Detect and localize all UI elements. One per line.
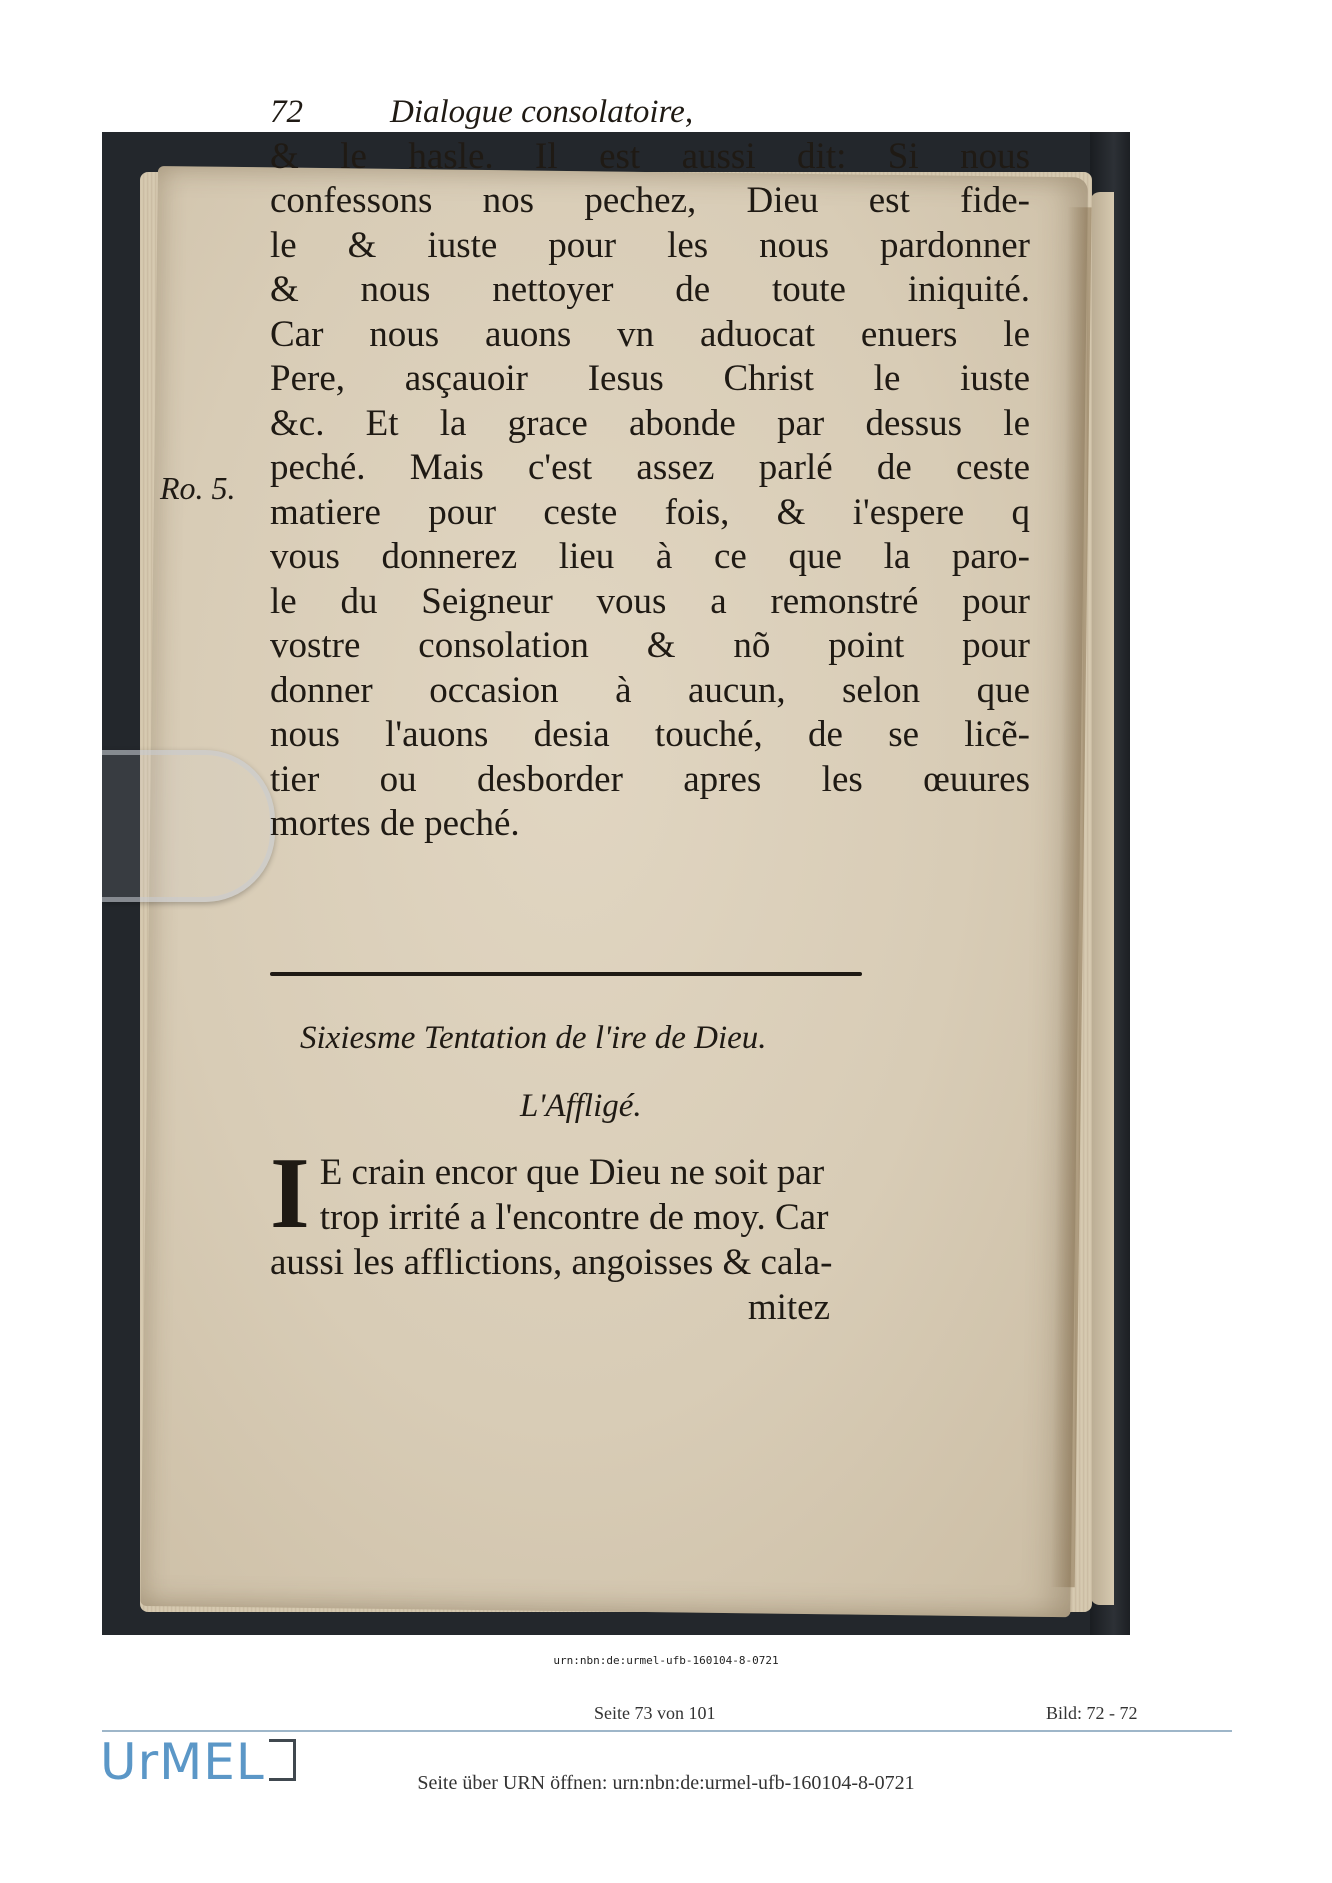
second-paragraph <box>270 1137 833 1330</box>
text-line: Pere, asçauoir Iesus Christ le iuste <box>270 358 1030 399</box>
text-line: & nous nettoyer de toute iniquité. <box>270 269 1030 310</box>
second-paragraph-lines <box>270 1137 833 1285</box>
footer-divider <box>102 1730 1232 1732</box>
catchword: mitez <box>747 1287 830 1328</box>
page-text-block <box>270 90 1030 847</box>
text-line: vous donnerez lieu à ce que la paro- <box>270 536 1030 577</box>
section-divider-rule <box>270 972 862 976</box>
body-text <box>270 135 1030 847</box>
margin-note: Ro. 5. <box>160 470 236 506</box>
text-line: le & iuste pour les nous pardonner <box>270 224 1030 266</box>
text-line: &c. Et la grace abonde par dessus le <box>270 402 1030 444</box>
page-number: 72 <box>270 94 303 130</box>
text-line: matiere pour ceste fois, & i'espere q <box>270 491 1030 533</box>
image-counter: Bild: 72 - 72 <box>1046 1703 1138 1723</box>
page-counter: Seite 73 von 101 <box>594 1703 716 1723</box>
urn-caption: urn:nbn:de:urmel-ufb-160104-8-0721 <box>553 1654 779 1667</box>
text-line: E crain encor que Dieu ne soit par <box>319 1152 825 1193</box>
book-cover-right <box>1090 132 1130 1635</box>
text-line: tier ou desborder apres les œuures <box>270 758 1030 800</box>
text-line: & le hasle. Il est aussi dit: Si nous <box>270 135 1030 177</box>
text-line: donner occasion à aucun, selon que <box>270 669 1030 711</box>
plastic-page-clip <box>102 750 275 902</box>
text-line: peché. Mais c'est assez parlé de ceste <box>270 447 1030 488</box>
drop-cap: I <box>270 1137 310 1250</box>
speaker-label: L'Affligé. <box>520 1088 642 1124</box>
running-head <box>270 90 1030 135</box>
text-line: trop irrité a l'encontre de moy. Car <box>319 1197 829 1238</box>
text-line: confessons nos pechez, Dieu est fide- <box>270 180 1030 221</box>
logo-text: UrMEL <box>100 1733 265 1791</box>
text-line: le du Seigneur vous a remonstré pour <box>270 580 1030 622</box>
text-line: aussi les afflictions, angoisses & cala- <box>270 1242 833 1283</box>
section-heading: Sixiesme Tentation de l'ire de Dieu. <box>300 1020 767 1056</box>
text-line: mortes de peché. <box>270 803 520 844</box>
text-line: Car nous auons vn aduocat enuers le <box>270 313 1030 355</box>
running-title: Dialogue consolatoire, <box>390 94 694 130</box>
text-line: nous l'auons desia touché, de se licẽ- <box>270 714 1030 755</box>
facing-page-edge <box>1090 192 1114 1605</box>
text-line: vostre consolation & nõ point pour <box>270 625 1030 666</box>
urn-open-link[interactable]: Seite über URN öffnen: urn:nbn:de:urmel-ufb-160104-8-0721 <box>417 1772 915 1794</box>
